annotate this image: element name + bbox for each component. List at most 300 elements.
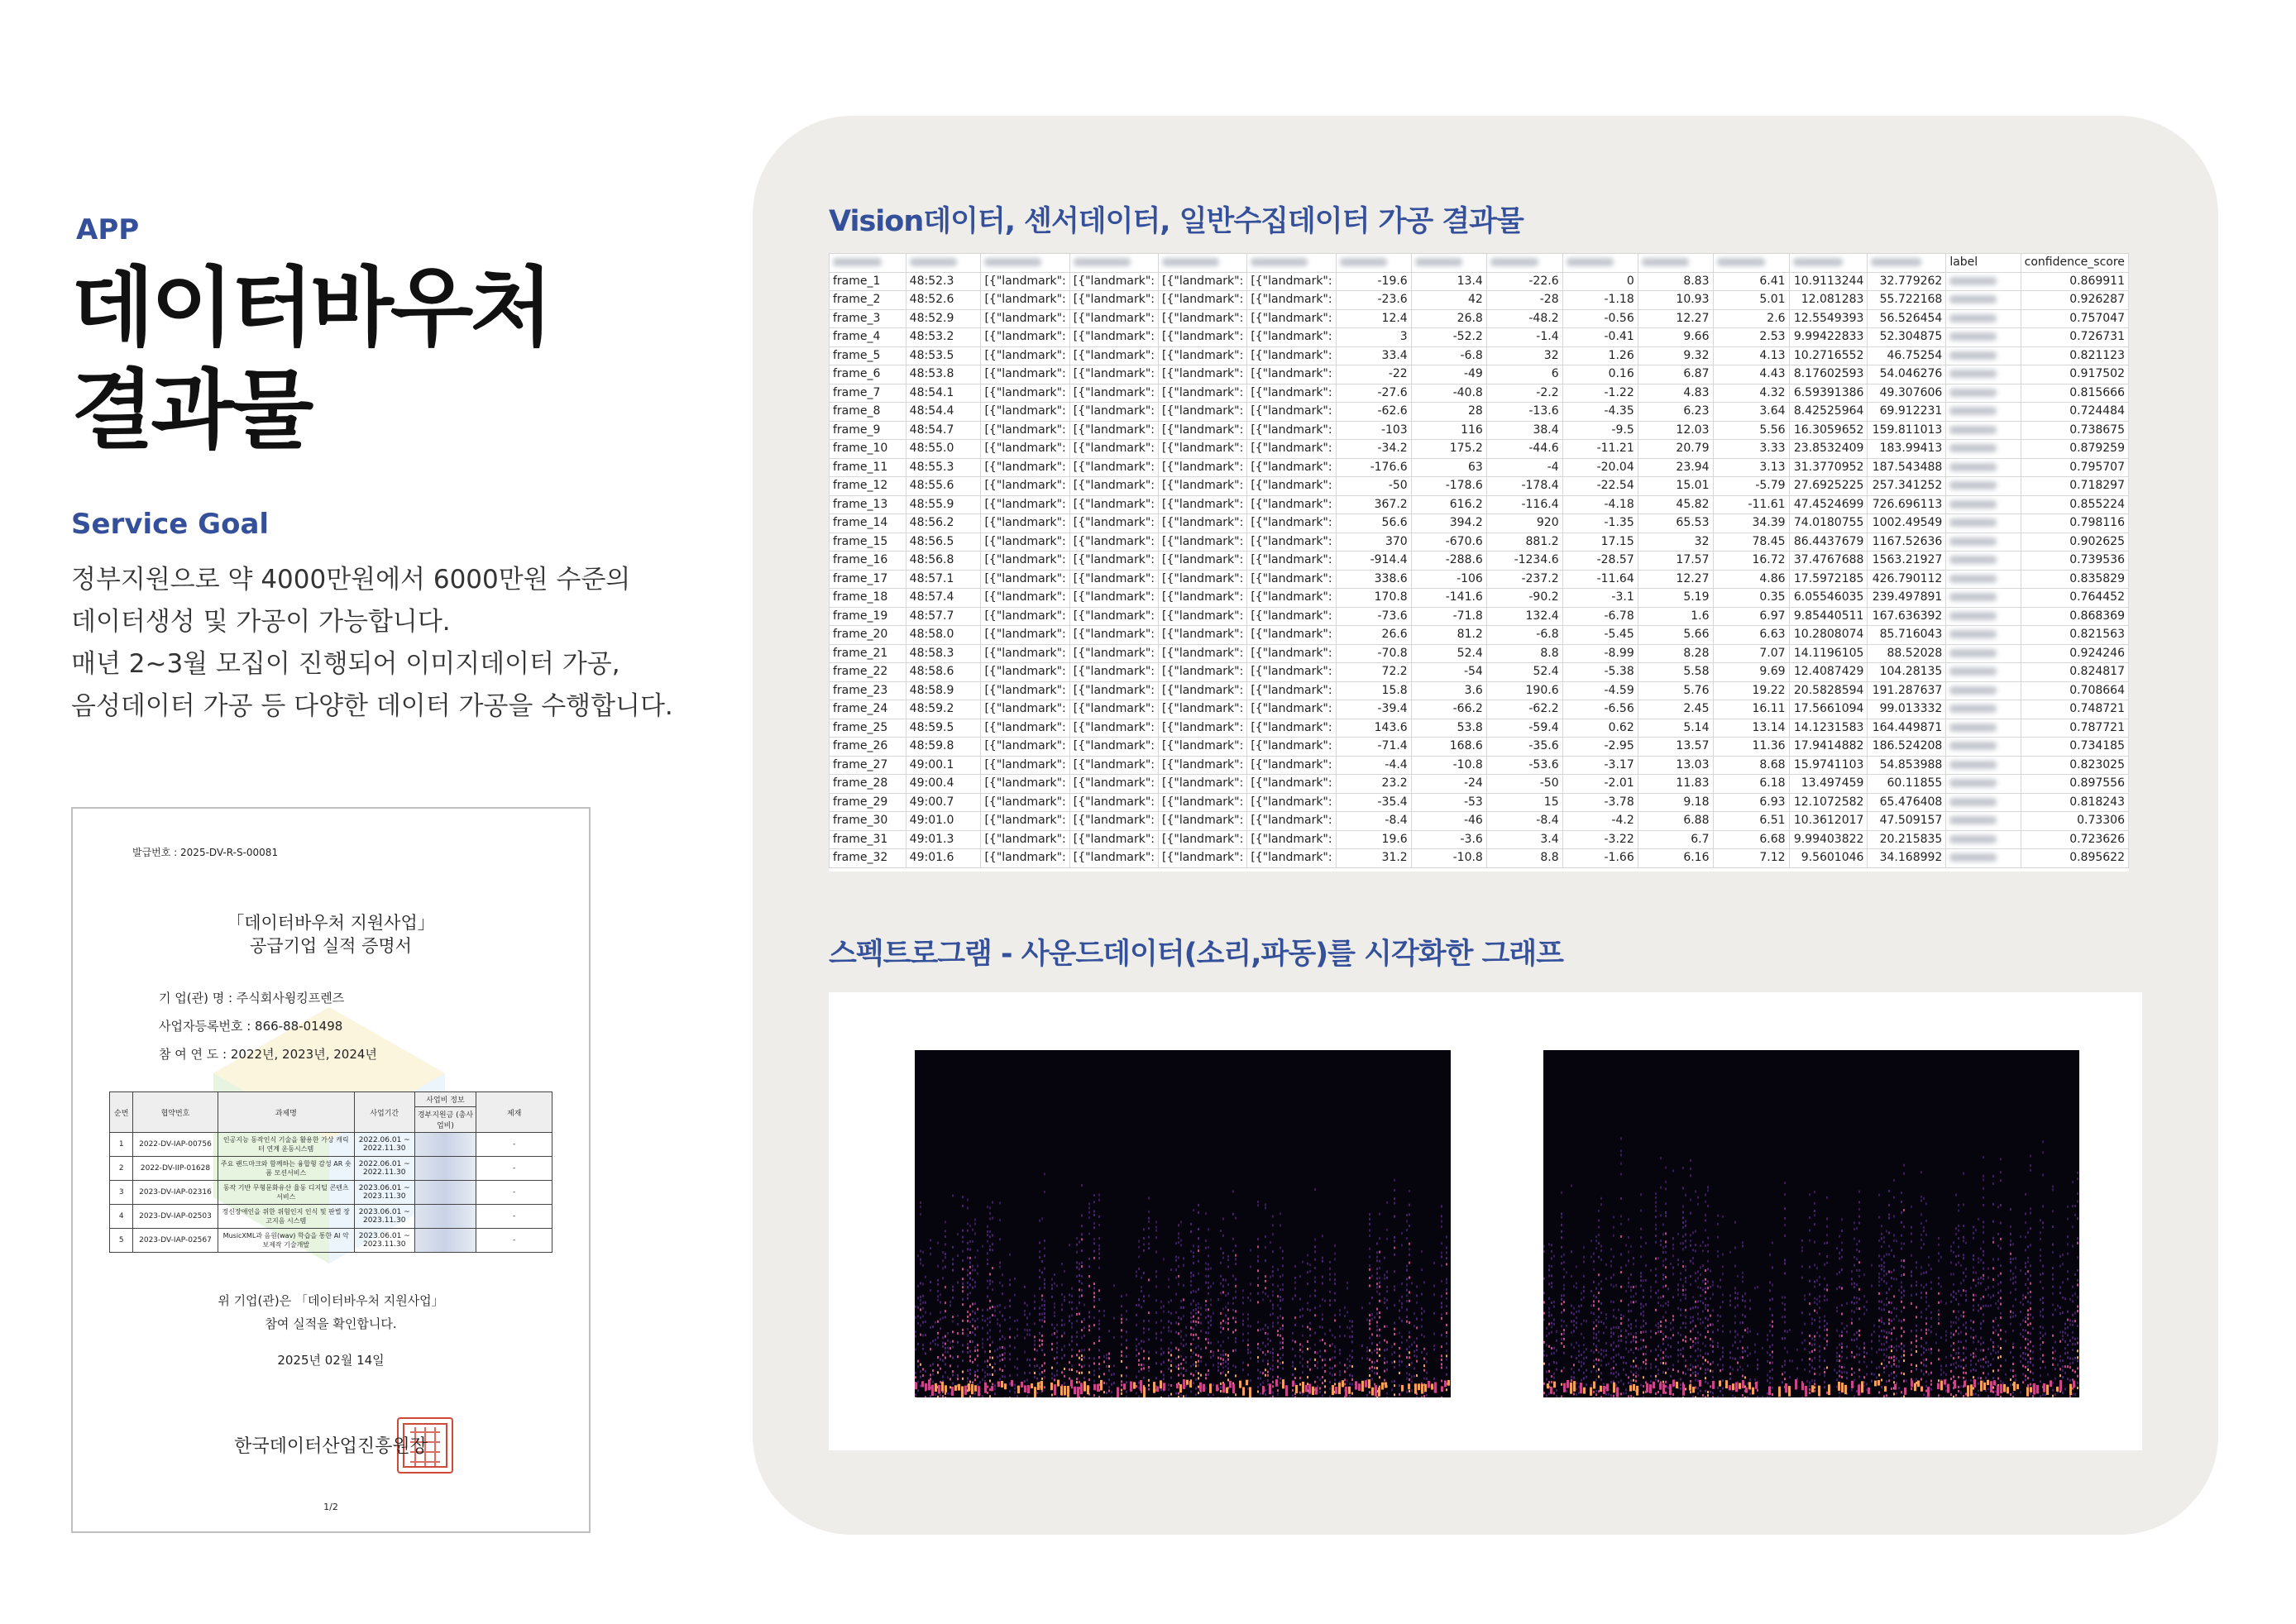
spectrogram-pixel bbox=[1930, 1325, 1932, 1328]
spectrogram-pixel bbox=[999, 1262, 1001, 1264]
spectrogram-pixel bbox=[1292, 1365, 1294, 1368]
spectrogram-pixel bbox=[1742, 1272, 1744, 1274]
spectrogram-pixel bbox=[961, 1386, 964, 1397]
value-cell: -6.8 bbox=[1411, 346, 1486, 365]
spectrogram-pixel bbox=[1039, 1345, 1040, 1347]
spectrogram-pixel bbox=[1896, 1349, 1897, 1351]
spectrogram-pixel bbox=[1384, 1302, 1385, 1304]
spectrogram-pixel bbox=[1426, 1394, 1428, 1397]
spectrogram-pixel bbox=[949, 1378, 951, 1380]
spectrogram-pixel bbox=[1222, 1291, 1224, 1293]
spectrogram-pixel bbox=[1351, 1349, 1353, 1352]
spectrogram-pixel bbox=[1893, 1392, 1895, 1395]
spectrogram-pixel bbox=[1272, 1294, 1274, 1297]
spectrogram-pixel bbox=[1595, 1345, 1597, 1348]
spectrogram-pixel bbox=[1280, 1327, 1281, 1330]
spectrogram-pixel bbox=[1247, 1318, 1249, 1321]
spectrogram-pixel bbox=[1180, 1355, 1182, 1358]
spectrogram-pixel bbox=[1141, 1391, 1142, 1393]
landmark-cell: [{"landmark": bbox=[1247, 328, 1336, 347]
spectrogram-pixel bbox=[1034, 1301, 1036, 1303]
spectrogram-pixel bbox=[1811, 1350, 1813, 1353]
row-no: 2 bbox=[110, 1157, 133, 1181]
landmark-cell: [{"landmark": bbox=[1247, 570, 1336, 589]
spectrogram-pixel bbox=[1305, 1385, 1308, 1392]
spectrogram-pixel bbox=[1660, 1321, 1662, 1323]
spectrogram-pixel bbox=[1269, 1383, 1271, 1394]
header-label: label bbox=[1946, 254, 2021, 273]
spectrogram-pixel bbox=[1921, 1362, 1922, 1364]
spectrogram-pixel bbox=[1347, 1311, 1348, 1314]
spectrogram-pixel bbox=[1265, 1374, 1266, 1377]
spectrogram-pixel bbox=[967, 1257, 969, 1259]
spectrogram-pixel bbox=[1628, 1350, 1629, 1353]
spectrogram-pixel bbox=[1349, 1335, 1351, 1338]
spectrogram-pixel bbox=[1695, 1374, 1696, 1377]
spectrogram-pixel bbox=[1551, 1381, 1552, 1383]
spectrogram-pixel bbox=[1645, 1345, 1647, 1348]
spectrogram-pixel bbox=[1801, 1265, 1803, 1268]
landmark-cell: [{"landmark": bbox=[1159, 384, 1247, 403]
spectrogram-pixel bbox=[1411, 1344, 1413, 1346]
spectrogram-pixel bbox=[1079, 1268, 1080, 1270]
spectrogram-pixel bbox=[1205, 1268, 1207, 1270]
spectrogram-pixel bbox=[1610, 1248, 1612, 1250]
spectrogram-pixel bbox=[1784, 1337, 1786, 1340]
spectrogram-pixel bbox=[962, 1378, 964, 1380]
spectrogram-pixel bbox=[1983, 1178, 1984, 1181]
spectrogram-pixel bbox=[1819, 1359, 1820, 1362]
spectrogram-pixel bbox=[1361, 1345, 1363, 1347]
spectrogram-pixel bbox=[1232, 1309, 1234, 1311]
spectrogram-pixel bbox=[1406, 1365, 1408, 1368]
spectrogram-pixel bbox=[1294, 1265, 1296, 1268]
spectrogram-pixel bbox=[1418, 1383, 1420, 1390]
spectrogram-pixel bbox=[1809, 1302, 1810, 1305]
spectrogram-pixel bbox=[1893, 1371, 1895, 1373]
spectrogram-pixel bbox=[1064, 1368, 1065, 1370]
spectrogram-image-2 bbox=[1543, 1050, 2079, 1397]
spectrogram-pixel bbox=[1056, 1324, 1058, 1326]
spectrogram-pixel bbox=[1190, 1356, 1192, 1359]
spectrogram-pixel bbox=[1881, 1343, 1882, 1345]
spectrogram-pixel bbox=[1657, 1297, 1659, 1299]
spectrogram-pixel bbox=[1064, 1375, 1065, 1378]
spectrogram-pixel bbox=[1881, 1379, 1882, 1382]
landmark-cell: [{"landmark": bbox=[1069, 793, 1158, 812]
spectrogram-pixel bbox=[1682, 1265, 1684, 1268]
spectrogram-pixel bbox=[1643, 1385, 1644, 1388]
spectrogram-pixel bbox=[1136, 1376, 1137, 1378]
value-cell: 6.63 bbox=[1713, 626, 1789, 645]
spectrogram-pixel bbox=[1014, 1346, 1016, 1349]
spectrogram-pixel bbox=[2020, 1333, 2021, 1335]
spectrogram-pixel bbox=[1856, 1269, 1858, 1272]
spectrogram-pixel bbox=[1720, 1390, 1721, 1392]
spectrogram-pixel bbox=[1227, 1368, 1229, 1370]
spectrogram-pixel bbox=[1707, 1368, 1709, 1371]
spectrogram-pixel bbox=[1270, 1314, 1271, 1316]
spectrogram-pixel bbox=[1379, 1376, 1380, 1378]
spectrogram-pixel bbox=[1888, 1204, 1890, 1206]
spectrogram-pixel bbox=[942, 1395, 944, 1397]
spectrogram-pixel bbox=[945, 1253, 946, 1255]
spectrogram-pixel bbox=[1757, 1396, 1758, 1397]
spectrogram-pixel bbox=[1610, 1265, 1612, 1268]
spectrogram-pixel bbox=[1081, 1238, 1083, 1240]
spectrogram-pixel bbox=[1294, 1324, 1296, 1326]
spectrogram-pixel bbox=[1925, 1371, 1927, 1373]
spectrogram-pixel bbox=[1376, 1367, 1378, 1369]
spectrogram-pixel bbox=[1434, 1382, 1437, 1392]
spectrogram-pixel bbox=[1148, 1388, 1150, 1391]
landmark-cell: [{"landmark": bbox=[981, 756, 1069, 775]
spectrogram-pixel bbox=[1955, 1298, 1957, 1301]
frame-cell: frame_8 bbox=[830, 403, 906, 422]
spectrogram-pixel bbox=[952, 1370, 954, 1373]
spectrogram-pixel bbox=[1168, 1301, 1170, 1303]
spectrogram-pixel bbox=[1690, 1159, 1691, 1162]
spectrogram-pixel bbox=[1650, 1363, 1652, 1365]
spectrogram-pixel bbox=[1819, 1306, 1820, 1309]
spectrogram-pixel bbox=[1717, 1387, 1719, 1389]
spectrogram-pixel bbox=[1722, 1330, 1724, 1333]
spectrogram-pixel bbox=[1563, 1309, 1565, 1311]
spectrogram-pixel bbox=[1103, 1310, 1105, 1312]
spectrogram-pixel bbox=[1690, 1355, 1691, 1358]
spectrogram-pixel bbox=[1707, 1268, 1709, 1270]
value-cell: -22.6 bbox=[1486, 272, 1562, 291]
spectrogram-pixel bbox=[1784, 1316, 1786, 1318]
spectrogram-pixel bbox=[1804, 1298, 1806, 1301]
spectrogram-pixel bbox=[1762, 1347, 1763, 1349]
spectrogram-pixel bbox=[1138, 1387, 1140, 1389]
spectrogram-pixel bbox=[1351, 1335, 1353, 1338]
spectrogram-pixel bbox=[1883, 1367, 1885, 1369]
spectrogram-pixel bbox=[1222, 1354, 1224, 1356]
spectrogram-pixel bbox=[1093, 1214, 1095, 1216]
spectrogram-pixel bbox=[1863, 1306, 1865, 1308]
row-contract: 2022-DV-IAP-00756 bbox=[133, 1133, 218, 1157]
spectrogram-pixel bbox=[1401, 1302, 1403, 1305]
spectrogram-pixel bbox=[989, 1350, 991, 1353]
spectrogram-pixel bbox=[1329, 1330, 1331, 1332]
spectrogram-pixel bbox=[974, 1385, 977, 1391]
spectrogram-pixel bbox=[1384, 1349, 1385, 1351]
spectrogram-pixel bbox=[984, 1350, 986, 1353]
spectrogram-pixel bbox=[971, 1384, 973, 1394]
spectrogram-pixel bbox=[1600, 1396, 1602, 1397]
spectrogram-pixel bbox=[1180, 1300, 1182, 1302]
spectrogram-pixel bbox=[1024, 1372, 1026, 1374]
spectrogram-pixel bbox=[1635, 1365, 1637, 1368]
spectrogram-pixel bbox=[1205, 1263, 1207, 1265]
spectrogram-pixel bbox=[1911, 1275, 1912, 1278]
spectrogram-pixel bbox=[1680, 1273, 1681, 1275]
spectrogram-pixel bbox=[1950, 1249, 1952, 1252]
spectrogram-pixel bbox=[949, 1364, 951, 1367]
value-cell: 74.0180755 bbox=[1789, 514, 1868, 533]
value-cell: 2.6 bbox=[1713, 309, 1789, 328]
spectrogram-pixel bbox=[1710, 1315, 1711, 1317]
spectrogram-pixel bbox=[1314, 1267, 1316, 1269]
spectrogram-pixel bbox=[1744, 1292, 1746, 1295]
spectrogram-pixel bbox=[1930, 1330, 1932, 1333]
spectrogram-pixel bbox=[1143, 1357, 1145, 1359]
spectrogram-pixel bbox=[1995, 1390, 1997, 1392]
spectrogram-pixel bbox=[1190, 1316, 1192, 1319]
spectrogram-pixel bbox=[937, 1242, 939, 1244]
spectrogram-pixel bbox=[1983, 1274, 1984, 1277]
spectrogram-pixel bbox=[1953, 1363, 1954, 1365]
spectrogram-pixel bbox=[1814, 1223, 1815, 1225]
value-cell: 4.32 bbox=[1713, 384, 1789, 403]
spectrogram-pixel bbox=[1548, 1381, 1550, 1383]
spectrogram-pixel bbox=[1376, 1335, 1378, 1337]
spectrogram-pixel bbox=[1940, 1368, 1942, 1371]
spectrogram-pixel bbox=[1640, 1284, 1642, 1287]
spectrogram-pixel bbox=[2027, 1261, 2029, 1263]
spectrogram-pixel bbox=[1615, 1316, 1617, 1319]
spectrogram-pixel bbox=[1846, 1330, 1848, 1333]
spectrogram-pixel bbox=[1213, 1393, 1214, 1396]
spectrogram-pixel bbox=[1901, 1211, 1902, 1214]
spectrogram-pixel bbox=[1322, 1276, 1323, 1278]
spectrogram-pixel bbox=[1836, 1310, 1838, 1312]
spectrogram-pixel bbox=[1138, 1370, 1140, 1373]
spectrogram-pixel bbox=[1081, 1225, 1083, 1227]
spectrogram-pixel bbox=[1391, 1345, 1393, 1348]
spectrogram-pixel bbox=[1103, 1315, 1105, 1317]
spectrogram-pixel bbox=[1630, 1327, 1632, 1330]
service-goal-heading: Service Goal bbox=[71, 508, 270, 541]
spectrogram-pixel bbox=[1126, 1347, 1127, 1349]
frame-cell: frame_26 bbox=[830, 738, 906, 757]
spectrogram-pixel bbox=[915, 1393, 916, 1396]
value-cell: -39.4 bbox=[1336, 700, 1411, 719]
spectrogram-pixel bbox=[1126, 1367, 1127, 1369]
frame-cell: frame_10 bbox=[830, 440, 906, 459]
spectrogram-pixel bbox=[1702, 1241, 1704, 1244]
spectrogram-pixel bbox=[1720, 1306, 1721, 1309]
spectrogram-pixel bbox=[1737, 1347, 1739, 1349]
spectrogram-pixel bbox=[1106, 1392, 1107, 1394]
spectrogram-pixel bbox=[1881, 1386, 1882, 1388]
spectrogram-pixel bbox=[1280, 1335, 1281, 1337]
spectrogram-pixel bbox=[1247, 1297, 1249, 1299]
spectrogram-pixel bbox=[1742, 1295, 1744, 1297]
spectrogram-pixel bbox=[1680, 1242, 1681, 1244]
spectrogram-pixel bbox=[1826, 1225, 1828, 1228]
spectrogram-pixel bbox=[1739, 1340, 1741, 1343]
spectrogram-pixel bbox=[1623, 1392, 1624, 1395]
spectrogram-pixel bbox=[1846, 1372, 1848, 1374]
spectrogram-pixel bbox=[1819, 1316, 1820, 1319]
spectrogram-pixel bbox=[1351, 1340, 1353, 1343]
spectrogram-pixel bbox=[1185, 1369, 1187, 1372]
spectrogram-pixel bbox=[989, 1300, 991, 1302]
spectrogram-pixel bbox=[1695, 1349, 1696, 1352]
spectrogram-pixel bbox=[2000, 1347, 2002, 1349]
spectrogram-pixel bbox=[2012, 1346, 2014, 1349]
spectrogram-pixel bbox=[1083, 1364, 1085, 1367]
spectrogram-pixel bbox=[1257, 1284, 1259, 1287]
spectrogram-pixel bbox=[1126, 1310, 1127, 1312]
spectrogram-pixel bbox=[1190, 1223, 1192, 1225]
spectrogram-pixel bbox=[1009, 1305, 1011, 1307]
spectrogram-pixel bbox=[1722, 1379, 1724, 1382]
spectrogram-pixel bbox=[1772, 1284, 1773, 1287]
spectrogram-pixel bbox=[1543, 1292, 1545, 1294]
value-cell: 6.18 bbox=[1713, 775, 1789, 794]
spectrogram-pixel bbox=[1277, 1359, 1279, 1362]
spectrogram-pixel bbox=[1081, 1233, 1083, 1235]
spectrogram-pixel bbox=[1943, 1372, 1944, 1374]
spectrogram-pixel bbox=[1973, 1388, 1974, 1390]
spectrogram-pixel bbox=[1826, 1367, 1828, 1369]
spectrogram-pixel bbox=[1692, 1345, 1694, 1347]
spectrogram-pixel bbox=[1394, 1239, 1395, 1242]
spectrogram-pixel bbox=[1635, 1285, 1637, 1287]
spectrogram-pixel bbox=[932, 1381, 934, 1383]
spectrogram-pixel bbox=[945, 1243, 946, 1245]
time-cell: 48:55.6 bbox=[906, 477, 981, 496]
confidence-cell: 0.924246 bbox=[2021, 644, 2128, 663]
participation-years: 참 여 연 도 : 2022년, 2023년, 2024년 bbox=[159, 1047, 377, 1062]
spectrogram-pixel bbox=[1576, 1388, 1577, 1390]
spectrogram-pixel bbox=[1044, 1287, 1045, 1289]
spectrogram-pixel bbox=[1235, 1321, 1236, 1323]
spectrogram-pixel bbox=[1960, 1392, 1962, 1394]
value-cell: 6 bbox=[1486, 365, 1562, 385]
spectrogram-pixel bbox=[1826, 1392, 1828, 1394]
spectrogram-pixel bbox=[1903, 1319, 1905, 1321]
value-cell: -52.2 bbox=[1411, 328, 1486, 347]
spectrogram-pixel bbox=[992, 1366, 993, 1368]
spectrogram-pixel bbox=[1610, 1394, 1612, 1397]
spectrogram-pixel bbox=[1121, 1384, 1122, 1387]
spectrogram-pixel bbox=[1039, 1256, 1040, 1259]
spectrogram-pixel bbox=[1280, 1307, 1281, 1310]
spectrogram-pixel bbox=[1670, 1355, 1672, 1358]
spectrogram-pixel bbox=[1583, 1377, 1585, 1379]
spectrogram-pixel bbox=[2010, 1244, 2011, 1246]
spectrogram-pixel bbox=[1394, 1197, 1395, 1200]
spectrogram-pixel bbox=[1551, 1331, 1552, 1334]
spectrogram-pixel bbox=[1729, 1356, 1731, 1359]
value-cell: 6.16 bbox=[1638, 849, 1713, 868]
spectrogram-pixel bbox=[1911, 1349, 1912, 1351]
spectrogram-pixel bbox=[1379, 1335, 1380, 1337]
spectrogram-pixel bbox=[1893, 1239, 1895, 1242]
spectrogram-pixel bbox=[1789, 1329, 1791, 1331]
spectrogram-pixel bbox=[1772, 1387, 1773, 1389]
spectrogram-pixel bbox=[1334, 1364, 1336, 1367]
spectrogram-pixel bbox=[1896, 1357, 1897, 1359]
spectrogram-pixel bbox=[1973, 1309, 1974, 1311]
landmark-cell: [{"landmark": bbox=[1247, 309, 1336, 328]
spectrogram-pixel bbox=[1893, 1307, 1895, 1310]
spectrogram-pixel bbox=[1553, 1306, 1555, 1308]
spectrogram-pixel bbox=[1883, 1266, 1885, 1268]
spectrogram-pixel bbox=[1324, 1349, 1326, 1352]
spectrogram-pixel bbox=[1292, 1297, 1294, 1300]
spectrogram-pixel bbox=[1772, 1368, 1773, 1371]
spectrogram-pixel bbox=[1685, 1359, 1686, 1362]
spectrogram-pixel bbox=[1222, 1320, 1224, 1322]
spectrogram-pixel bbox=[2005, 1373, 2007, 1376]
spectrogram-pixel bbox=[1685, 1277, 1686, 1279]
spectrogram-pixel bbox=[1625, 1264, 1627, 1267]
spectrogram-pixel bbox=[1921, 1345, 1922, 1348]
spectrogram-pixel bbox=[917, 1285, 919, 1287]
spectrogram-pixel bbox=[1446, 1247, 1447, 1249]
spectrogram-pixel bbox=[1265, 1324, 1266, 1326]
spectrogram-pixel bbox=[1784, 1182, 1786, 1184]
spectrogram-pixel bbox=[1446, 1388, 1447, 1391]
spectrogram-pixel bbox=[1978, 1282, 1979, 1284]
row-period: 2023.06.01 ~ 2023.11.30 bbox=[354, 1181, 414, 1205]
spectrogram-pixel bbox=[1593, 1295, 1595, 1297]
spectrogram-pixel bbox=[1379, 1300, 1380, 1302]
spectrogram-pixel bbox=[974, 1392, 976, 1395]
spectrogram-pixel bbox=[1583, 1261, 1585, 1263]
spectrogram-pixel bbox=[947, 1351, 949, 1354]
spectrogram-pixel bbox=[1590, 1384, 1592, 1387]
spectrogram-pixel bbox=[1399, 1384, 1400, 1387]
spectrogram-pixel bbox=[1620, 1286, 1622, 1288]
spectrogram-pixel bbox=[1079, 1312, 1080, 1315]
spectrogram-pixel bbox=[1620, 1197, 1622, 1200]
spectrogram-pixel bbox=[1307, 1282, 1308, 1285]
spectrogram-pixel bbox=[1098, 1336, 1100, 1339]
spectrogram-pixel bbox=[1603, 1355, 1605, 1358]
spectrogram-pixel bbox=[1314, 1281, 1316, 1283]
spectrogram-pixel bbox=[1406, 1220, 1408, 1223]
spectrogram-pixel bbox=[1163, 1374, 1165, 1377]
spectrogram-pixel bbox=[1267, 1363, 1269, 1365]
label-cell-blurred bbox=[1946, 756, 2021, 775]
spectrogram-pixel bbox=[1551, 1353, 1552, 1355]
spectrogram-pixel bbox=[922, 1321, 924, 1324]
spectrogram-pixel bbox=[1911, 1388, 1912, 1390]
spectrogram-pixel bbox=[1620, 1216, 1622, 1218]
spectrogram-pixel bbox=[920, 1201, 921, 1204]
spectrogram-pixel bbox=[1901, 1311, 1902, 1313]
spectrogram-pixel bbox=[2010, 1261, 2011, 1263]
app-label: APP bbox=[76, 213, 140, 246]
spectrogram-pixel bbox=[1630, 1323, 1632, 1325]
spectrogram-pixel bbox=[1198, 1302, 1199, 1305]
spectrogram-pixel bbox=[1351, 1378, 1353, 1381]
spectrogram-pixel bbox=[1856, 1307, 1858, 1310]
spectrogram-pixel bbox=[1963, 1311, 1964, 1314]
spectrogram-pixel bbox=[1846, 1345, 1848, 1348]
spectrogram-pixel bbox=[1141, 1364, 1142, 1366]
spectrogram-pixel bbox=[1978, 1304, 1979, 1306]
spectrogram-pixel bbox=[1307, 1302, 1308, 1305]
spectrogram-pixel bbox=[1700, 1334, 1701, 1336]
spectrogram-pixel bbox=[1854, 1256, 1855, 1259]
spectrogram-pixel bbox=[1695, 1306, 1696, 1308]
spectrogram-pixel bbox=[2015, 1288, 2016, 1291]
spectrogram-pixel bbox=[945, 1347, 946, 1349]
spectrogram-pixel bbox=[1960, 1315, 1962, 1317]
spectrogram-pixel bbox=[1399, 1347, 1400, 1349]
spectrogram-pixel bbox=[1697, 1341, 1699, 1344]
spectrogram-pixel bbox=[1858, 1275, 1860, 1278]
spectrogram-pixel bbox=[1883, 1280, 1885, 1282]
